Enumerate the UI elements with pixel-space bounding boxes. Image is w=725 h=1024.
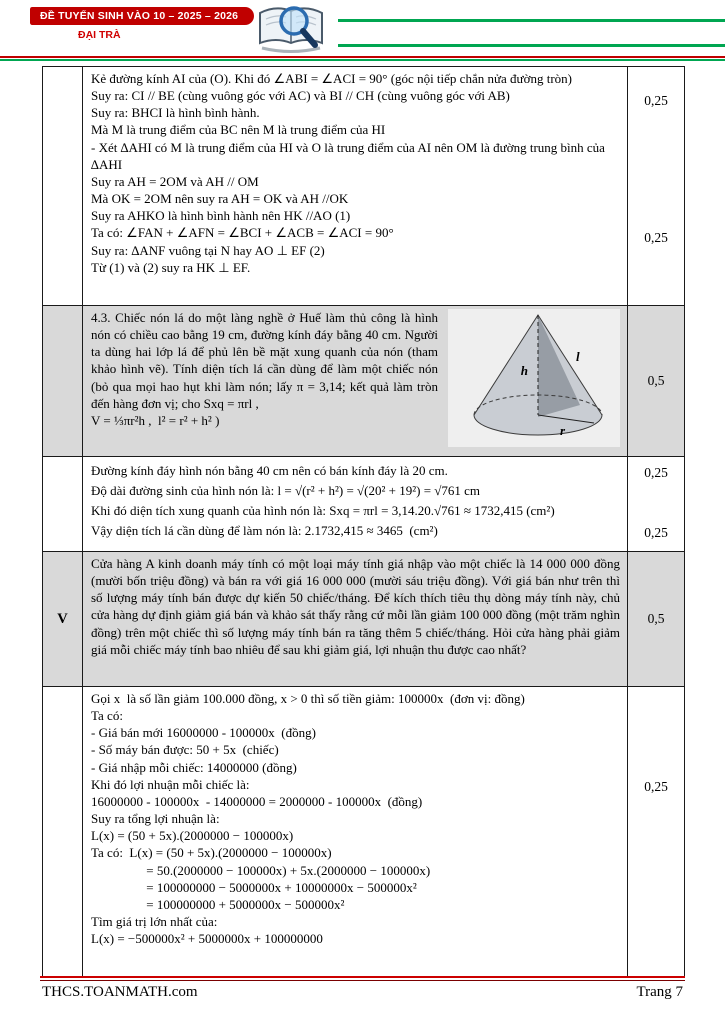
- header-green-line-bottom: [338, 44, 725, 47]
- question-number-cell: [43, 457, 83, 551]
- table-row-discount-solution: [43, 686, 684, 977]
- solution-line: Suy ra: ∆ANF vuông tại N hay AO ⊥ EF (2): [91, 242, 325, 258]
- problem-statement: 4.3. Chiếc nón lá do một làng nghề ở Huế làm thủ công là hình nón có chiều cao bằng 19 cm, đường kính đáy bằng 40 cm. Người ta dùng hai lớp lá để phủ lên bề mặt xung quanh của nón (tham khảo hình vẽ). Tính diện tích lá cần dùng để làm một chiếc nón (bỏ qua mọi hao hụt khi làm nón; lấy π = 3,14; kết quả làm tròn đến hàng đơn vị; cho Sxq = πrl ,: [91, 310, 438, 411]
- solution-line: Gọi x là số lần giảm 100.000 đồng, x > 0 thì số tiền giảm: 100000x (đơn vị: đồng): [91, 691, 525, 706]
- solution-line: 16000000 - 100000x - 14000000 = 2000000 - 100000x (đồng): [91, 793, 423, 809]
- solution-line: Độ dài đường sinh của hình nón là: l = √(r² + h²) = √(20² + 19²) = √761 cm: [91, 482, 481, 498]
- score-value: 0,25: [644, 93, 668, 108]
- solution-line: Ta có:: [91, 708, 123, 724]
- solution-line: Đường kính đáy hình nón bằng 40 cm nên có bán kính đáy là 20 cm.: [91, 462, 448, 478]
- solution-line: Suy ra: BHCI là hình bình hành.: [91, 105, 260, 121]
- solution-line: - Số máy bán được: 50 + 5x (chiếc): [91, 742, 279, 758]
- solution-line: L(x) = −500000x² + 5000000x + 100000000: [91, 931, 323, 947]
- question-number-cell: [43, 67, 83, 305]
- content-cell: [83, 67, 627, 305]
- score-cell: [627, 552, 684, 686]
- book-magnifier-logo: [252, 1, 330, 57]
- footer-divider: [40, 976, 685, 981]
- score-value: 0,5: [647, 373, 665, 388]
- solution-line: Ta có: ∠FAN + ∠AFN = ∠BCI + ∠ACB = ∠ACI = 90°: [91, 225, 394, 241]
- exam-banner: ĐỀ TUYỂN SINH VÀO 10 – 2025 – 2026: [30, 7, 254, 25]
- solution-line: = 100000000 − 5000000x + 10000000x − 500000x²: [91, 879, 417, 895]
- score-value: 0,25: [644, 465, 668, 480]
- table-row-cone-solution: [43, 456, 684, 551]
- footer-page-number: Trang 7: [636, 984, 683, 1000]
- score-value: 0,5: [647, 611, 665, 626]
- solution-line: L(x) = (50 + 5x).(2000000 − 100000x): [91, 828, 294, 844]
- score-value: 0,25: [644, 230, 668, 245]
- table-row-discount-problem: [43, 551, 684, 686]
- score-value: 0,25: [644, 779, 668, 794]
- solution-line: Vậy diện tích lá cần dùng để làm nón là: 2.1732,415 ≈ 3465 (cm²): [91, 522, 438, 538]
- cone-radius-label: r: [560, 423, 566, 438]
- solution-line: - Xét ∆AHI có M là trung điểm của HI và O là trung điểm của AI nên OM là đường trung bình của ∆AHI: [91, 139, 609, 172]
- content-cell: [83, 687, 627, 977]
- question-number-cell: [43, 306, 83, 456]
- content-cell: [83, 306, 627, 456]
- cone-slant-label: l: [576, 349, 580, 364]
- header-divider-green: [0, 59, 725, 61]
- solution-line: Suy ra tổng lợi nhuận là:: [91, 811, 220, 827]
- header-green-line-top: [338, 19, 725, 22]
- solution-table: [42, 66, 685, 978]
- solution-line: = 50.(2000000 − 100000x) + 5x.(2000000 − 100000x): [91, 862, 431, 878]
- solution-line: Suy ra: CI // BE (cùng vuông góc với AC) và BI // CH (cùng vuông góc với AB): [91, 88, 510, 104]
- solution-line: = 100000000 + 5000000x − 500000x²: [91, 896, 345, 912]
- problem-statement: Cửa hàng A kinh doanh máy tính có một loại máy tính giá nhập vào một chiếc là 14 000 000 đồng (mười bốn triệu đồng) và bán ra với giá 16 000 000 (mười sáu triệu đồng). Với giá bán như trên thì số lượng máy tính bán được dự kiến 50 chiếc/tháng. Để kích thích tiêu thụ dòng máy tính này, chủ cửa hàng dự định giảm giá bán và khảo sát thấy rằng cứ mỗi lần giảm 100 000 đồng (một trăm nghìn đồng) trên một chiếc thì số lượng máy tính bán ra tăng thêm 5 chiếc/tháng. Hỏi cửa hàng phải giảm giá mỗi chiếc máy tính bao nhiêu để sau khi giảm giá, lợi nhuận thu được cao nhất?: [91, 556, 620, 657]
- table-row-geometry-solution: [43, 67, 684, 305]
- score-cell: [627, 687, 684, 977]
- solution-line: - Giá bán mới 16000000 - 100000x (đồng): [91, 725, 316, 741]
- content-cell: [83, 552, 627, 686]
- solution-line: Tìm giá trị lớn nhất của:: [91, 914, 218, 930]
- cone-figure: [448, 309, 620, 447]
- page-footer: [42, 984, 683, 1001]
- score-cell: [627, 67, 684, 305]
- solution-line: Từ (1) và (2) suy ra HK ⊥ EF.: [91, 259, 251, 275]
- solution-line: Kẻ đường kính AI của (O). Khi đó ∠ABI = ∠ACI = 90° (góc nội tiếp chắn nửa đường tròn): [91, 71, 572, 86]
- cone-height-label: h: [520, 363, 528, 378]
- solution-line: Suy ra AHKO là hình bình hành nên HK //AO (1): [91, 208, 351, 224]
- solution-line: Khi đó lợi nhuận mỗi chiếc là:: [91, 776, 250, 792]
- footer-site: THCS.TOANMATH.com: [42, 984, 198, 1000]
- solution-line: Suy ra AH = 2OM và AH // OM: [91, 173, 259, 189]
- score-value: 0,25: [644, 525, 668, 540]
- solution-line: Ta có: L(x) = (50 + 5x).(2000000 − 100000x): [91, 845, 332, 861]
- exam-subtitle: ĐẠI TRÀ: [78, 29, 121, 41]
- score-cell: [627, 457, 684, 551]
- content-cell: [83, 457, 627, 551]
- header-divider-red: [0, 56, 725, 58]
- solution-line: Khi đó diện tích xung quanh của hình nón là: Sxq = πrl = 3,14.20.√761 ≈ 1732,415 (cm²): [91, 502, 555, 518]
- problem-formula: V = ⅓πr²h , l² = r² + h² ): [91, 412, 220, 428]
- score-cell: [627, 306, 684, 456]
- solution-line: - Giá nhập mỗi chiếc: 14000000 (đồng): [91, 759, 297, 775]
- solution-line: Mà OK = 2OM nên suy ra AH = OK và AH //OK: [91, 191, 349, 207]
- question-number-cell: [43, 687, 83, 977]
- solution-line: Mà M là trung điểm của BC nên M là trung điểm của HI: [91, 122, 386, 138]
- table-row-cone-problem: [43, 305, 684, 456]
- question-number-cell: V: [43, 552, 83, 686]
